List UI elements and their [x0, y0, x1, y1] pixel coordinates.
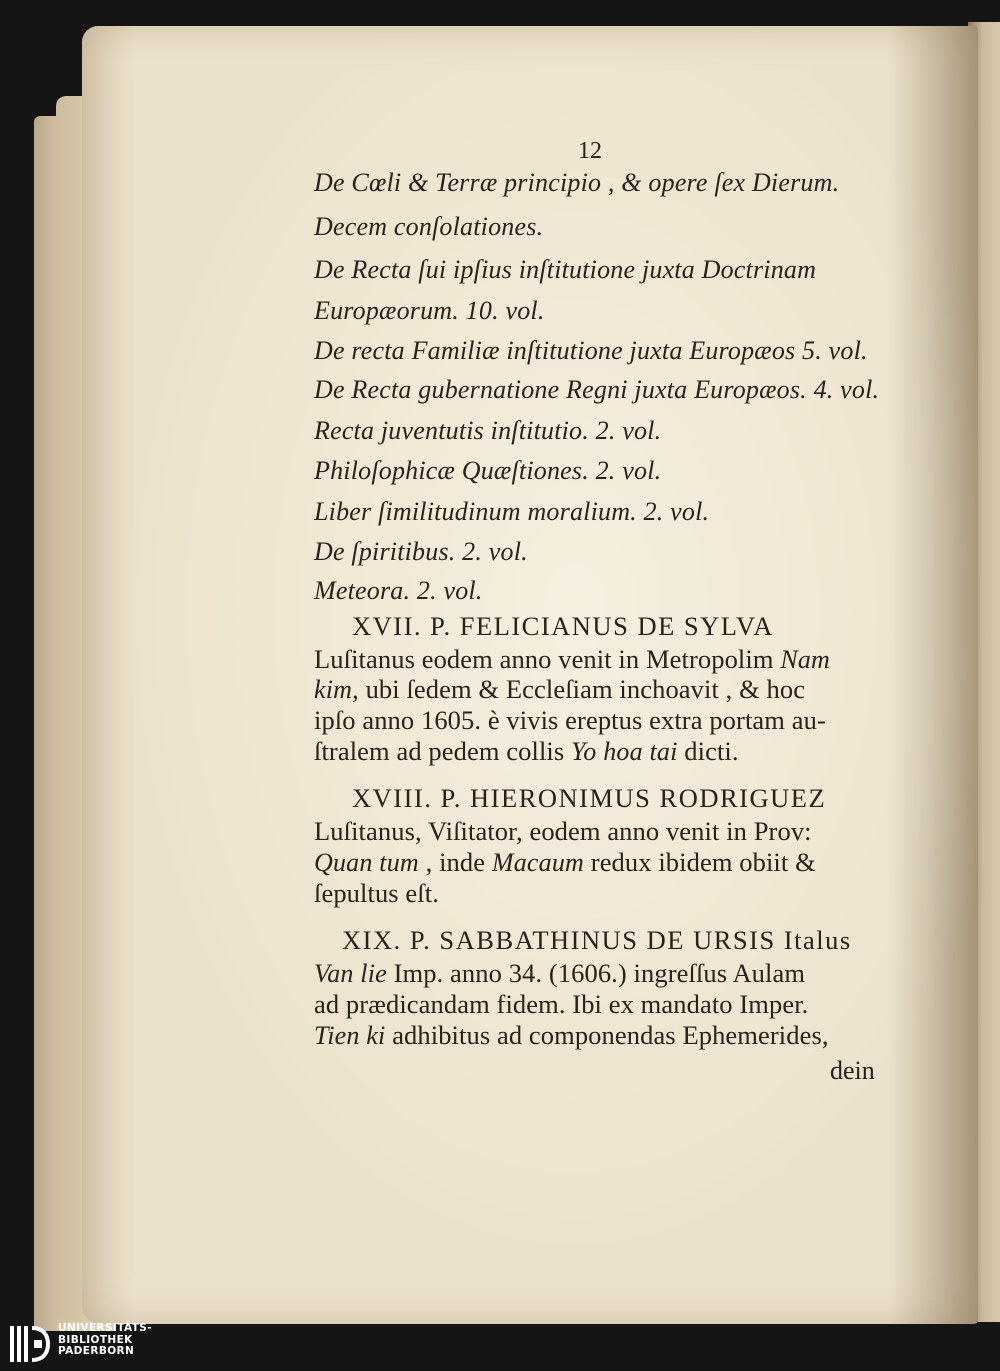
- library-logo-text: [58, 1323, 152, 1358]
- list-item: Liber ſimilitudinum moralium. 2. vol.: [314, 497, 710, 526]
- entry-xviii-line-2: [314, 847, 816, 878]
- text-roman: adhibitus ad componendas Ephemerides,: [392, 1020, 829, 1050]
- logo-line: BIBLIOTHEK: [58, 1333, 133, 1346]
- text-italic: Tien ki: [314, 1021, 386, 1050]
- text-roman: Luſitanus eodem anno venit in Metropolim: [314, 644, 774, 674]
- text-italic: kim,: [314, 675, 359, 704]
- text-italic: Yo hoa tai: [571, 737, 678, 766]
- text-roman: redux ibidem obiit &: [590, 847, 816, 877]
- entry-xix-line-3: [314, 1020, 829, 1051]
- entry-xvii-line-2: [314, 674, 805, 705]
- list-item: Recta juventutis inſtitutio. 2. vol.: [314, 416, 662, 445]
- text-roman: Imp. anno 34. (1606.) ingreſſus Aulam: [393, 958, 806, 988]
- library-logo: [8, 1322, 152, 1366]
- text-italic: Van lie: [314, 959, 387, 988]
- logo-line: UNIVERSITÄTS-: [58, 1322, 153, 1334]
- entry-heading-xviii: XVIII. P. HIERONIMUS RODRIGUEZ: [352, 783, 827, 813]
- catchword: dein: [830, 1056, 875, 1085]
- library-logo-icon: [8, 1322, 52, 1366]
- text-italic: Nam: [780, 645, 831, 674]
- entry-xvii-line-4: [314, 736, 739, 767]
- list-item: Europæorum. 10. vol.: [314, 296, 545, 325]
- list-item: De Recta ſui ipſius inſtitutione juxta Doctrinam: [314, 255, 817, 284]
- text-italic: Macaum: [491, 848, 585, 877]
- entry-xix-line-2: ad prædicandam fidem. Ibi ex mandato Imper.: [314, 989, 809, 1019]
- list-item: Decem conſolationes.: [314, 212, 544, 241]
- text-italic: Quan tum: [314, 848, 419, 877]
- page-number: 12: [578, 138, 602, 164]
- list-item: De recta Familiæ inſtitutione juxta Europæos 5. vol.: [314, 336, 868, 365]
- entry-xix-line-1: [314, 958, 805, 989]
- text-roman: ſtralem ad pedem collis: [314, 736, 565, 766]
- list-item: De Cœli & Terræ principio , & opere ſex Dierum.: [314, 168, 840, 197]
- entry-xvii-line-3: ipſo anno 1605. è vivis ereptus extra portam au-: [314, 705, 826, 735]
- text-roman: dicti.: [684, 736, 739, 766]
- logo-line: PADERBORN: [58, 1345, 135, 1357]
- entry-xviii-line-1: Luſitanus, Viſitator, eodem anno venit in Prov:: [314, 816, 812, 846]
- list-item: Philoſophicæ Quæſtiones. 2. vol.: [314, 456, 662, 485]
- text-roman: , inde: [425, 847, 486, 877]
- text-roman: ubi ſedem & Eccleſiam inchoavit , & hoc: [365, 674, 806, 704]
- entry-heading-xix: XIX. P. SABBATHINUS DE URSIS Italus: [342, 925, 852, 955]
- list-item: De ſpiritibus. 2. vol.: [314, 537, 528, 566]
- entry-heading-xvii: XVII. P. FELICIANUS DE SYLVA: [352, 611, 774, 641]
- list-item: Meteora. 2. vol.: [314, 576, 483, 605]
- entry-xvii-line-1: [314, 644, 830, 675]
- entry-xviii-line-3: ſepultus eſt.: [314, 878, 439, 908]
- list-item: De Recta gubernatione Regni juxta Europæos. 4. vol.: [314, 375, 880, 404]
